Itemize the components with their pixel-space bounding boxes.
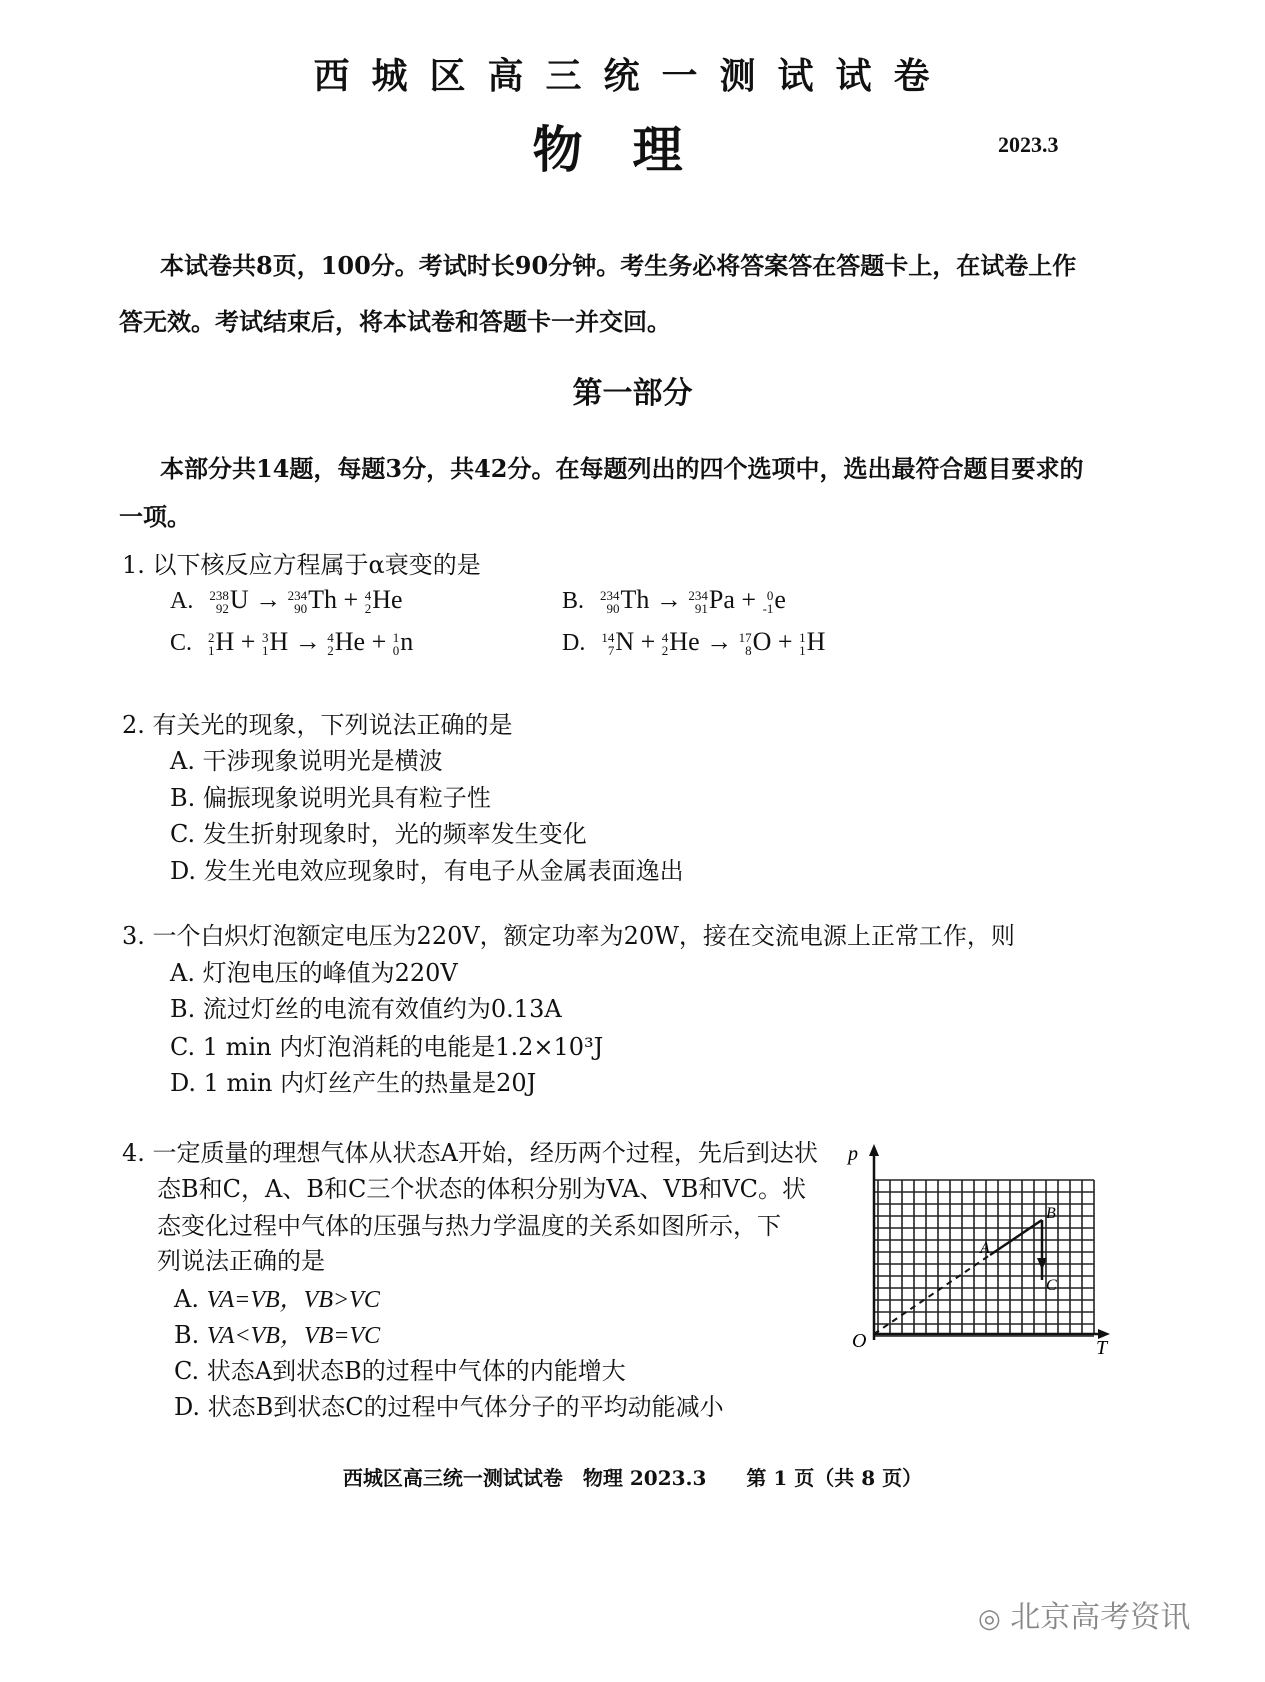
option-c: [170, 627, 413, 657]
plus-symbol: +: [365, 627, 393, 656]
option-label: C.: [170, 1033, 196, 1061]
nuclide: 2 1 H: [208, 627, 235, 659]
option-text: 状态A到状态B的过程中气体的内能增大: [206, 1357, 626, 1385]
nuclide-numbers: 4 2: [327, 630, 334, 659]
option-c: [170, 1027, 603, 1062]
option-label: B.: [170, 995, 196, 1023]
question-4: [122, 1133, 818, 1168]
option-text: 1 min 内灯泡消耗的电能是1.2×10³J: [202, 1033, 604, 1061]
option-a: [170, 585, 403, 615]
arrow-symbol: →: [699, 627, 739, 656]
question-stem: 有关光的现象，下列说法正确的是: [152, 711, 513, 739]
option-label: D.: [174, 1393, 201, 1421]
exam-title: 西城区高三统一测试试卷: [313, 55, 952, 97]
option-label: B.: [170, 784, 196, 812]
option-label: A.: [170, 959, 195, 987]
nuclide: 234 90 Th: [287, 585, 338, 617]
nuclide-numbers: 234 91: [688, 588, 708, 617]
option-b: [170, 989, 562, 1024]
nuclide-numbers: 4 2: [364, 588, 372, 617]
question-number: 1.: [122, 551, 145, 579]
nuclide: 4 2 He: [327, 627, 366, 659]
nuclide-numbers: 1 1: [799, 630, 806, 659]
option-label: C.: [170, 630, 199, 656]
option-text: 偏振现象说明光具有粒子性: [202, 784, 491, 812]
nuclide: 4 2 He: [661, 627, 700, 659]
nuclide-numbers: 0 -1: [762, 588, 774, 617]
question-1: [122, 545, 481, 580]
nuclide-numbers: 14 7: [601, 630, 615, 659]
intro-line-1: 本试卷共8页，100分。考试时长90分钟。考生务必将答案答在答题卡上，在试卷上作: [160, 251, 1077, 280]
nuclide: 234 90 Th: [600, 585, 650, 617]
nuclide: 4 2 He: [364, 585, 403, 617]
option-text: 发生折射现象时，光的频率发生变化: [202, 820, 587, 848]
plus-symbol: +: [234, 627, 262, 656]
question-number: 4.: [122, 1139, 145, 1167]
option-text: 灯泡电压的峰值为220V: [202, 959, 458, 987]
page-footer: 西城区高三统一测试试卷 物理 2023.3 第 1 页（共 8 页）: [342, 1466, 923, 1490]
section-desc-2: 一项。: [119, 502, 191, 531]
option-d: [170, 1063, 536, 1098]
question-stem-line: 态变化过程中气体的压强与热力学温度的关系如图所示，下: [157, 1212, 781, 1240]
option-b: [170, 778, 491, 813]
plus-symbol: +: [771, 627, 800, 656]
p-t-graph: [840, 1140, 1120, 1360]
plus-symbol: +: [734, 585, 763, 614]
nuclide-numbers: 3 1: [261, 630, 269, 659]
option-d: [170, 851, 684, 886]
dashed-line: [874, 1255, 990, 1334]
point-a-label: A: [980, 1240, 990, 1257]
question-stem: 一个白炽灯泡额定电压为220V，额定功率为20W，接在交流电源上正常工作，则: [152, 922, 1015, 950]
nuclide-numbers: 234 90: [600, 588, 620, 617]
option-label: A.: [170, 747, 195, 775]
section-title: 第一部分: [572, 376, 693, 411]
option-d: [562, 627, 825, 657]
plus-symbol: +: [634, 627, 662, 656]
nuclide: 1 0 n: [392, 627, 414, 659]
plus-symbol: +: [337, 585, 365, 614]
nuclide-numbers: 234 90: [287, 588, 308, 617]
question-number: 3.: [122, 922, 145, 950]
option-b: [562, 585, 786, 615]
option-d: [174, 1387, 724, 1422]
option-text: 流过灯丝的电流有效值约为0.13A: [202, 995, 562, 1023]
watermark-text: 北京高考资讯: [1010, 1600, 1191, 1635]
arrow-symbol: →: [248, 585, 288, 614]
nuclide: 0 -1 e: [762, 585, 786, 617]
exam-date: 2023.3: [998, 132, 1059, 157]
option-label: B.: [174, 1321, 200, 1349]
option-label: A.: [174, 1285, 199, 1313]
nuclide: 238 92 U: [209, 585, 249, 617]
question-stem: 以下核反应方程属于α衰变的是: [152, 551, 481, 579]
option-a: [170, 741, 443, 776]
intro-line-2: 答无效。考试结束后，将本试卷和答题卡一并交回。: [119, 307, 671, 336]
option-label: D.: [170, 857, 197, 885]
option-c: [174, 1351, 626, 1386]
question-2: [122, 705, 513, 740]
origin-label: O: [852, 1330, 867, 1352]
t-axis-label: T: [1096, 1337, 1108, 1359]
option-text: VA<VB，VB=VC: [206, 1323, 381, 1349]
question-3: [122, 916, 1015, 951]
nuclide-numbers: 2 1: [208, 630, 215, 659]
option-label: C.: [174, 1357, 200, 1385]
option-c: [170, 814, 587, 849]
nuclide-numbers: 4 2: [661, 630, 669, 659]
nuclide-numbers: 17 8: [738, 630, 752, 659]
question-stem-line: 列说法正确的是: [157, 1247, 325, 1275]
wechat-icon: ◎: [978, 1604, 1001, 1634]
p-axis-arrow: [869, 1144, 879, 1156]
option-text: VA=VB，VB>VC: [206, 1287, 380, 1313]
option-text: 发生光电效应现象时，有电子从金属表面逸出: [203, 857, 684, 885]
point-b-label: B: [1046, 1205, 1056, 1222]
option-a: [170, 953, 458, 988]
section-desc-1: 本部分共14题，每题3分，共42分。在每题列出的四个选项中，选出最符合题目要求的: [160, 454, 1084, 483]
watermark: [978, 1592, 1190, 1636]
question-stem-line: 态B和C，A、B和C三个状态的体积分别为VA、VB和VC。状: [157, 1175, 807, 1203]
option-text: 干涉现象说明光是横波: [202, 747, 443, 775]
option-text: 1 min 内灯丝产生的热量是20J: [203, 1069, 537, 1097]
nuclide: 14 7 N: [601, 627, 635, 659]
option-label: B.: [562, 588, 591, 614]
question-number: 2.: [122, 711, 145, 739]
option-label: D.: [170, 1069, 197, 1097]
nuclide: 17 8 O: [738, 627, 772, 659]
option-text: 状态B到状态C的过程中气体分子的平均动能减小: [207, 1393, 724, 1421]
arrow-symbol: →: [288, 627, 328, 656]
option-a: [174, 1279, 380, 1314]
arrow-symbol: →: [649, 585, 689, 614]
nuclide: 1 1 H: [799, 627, 826, 659]
option-label: A.: [170, 588, 200, 614]
option-label: D.: [562, 630, 592, 656]
question-stem-line: 一定质量的理想气体从状态A开始，经历两个过程，先后到达状: [152, 1139, 818, 1167]
option-label: C.: [170, 820, 196, 848]
nuclide-numbers: 1 0: [392, 630, 400, 659]
point-c-label: C: [1046, 1277, 1057, 1294]
nuclide: 234 91 Pa: [688, 585, 735, 617]
p-axis-label: p: [848, 1143, 858, 1165]
option-b: [174, 1315, 380, 1350]
subject-title: 物理: [532, 120, 733, 179]
nuclide-numbers: 238 92: [209, 588, 229, 617]
nuclide: 3 1 H: [261, 627, 289, 659]
